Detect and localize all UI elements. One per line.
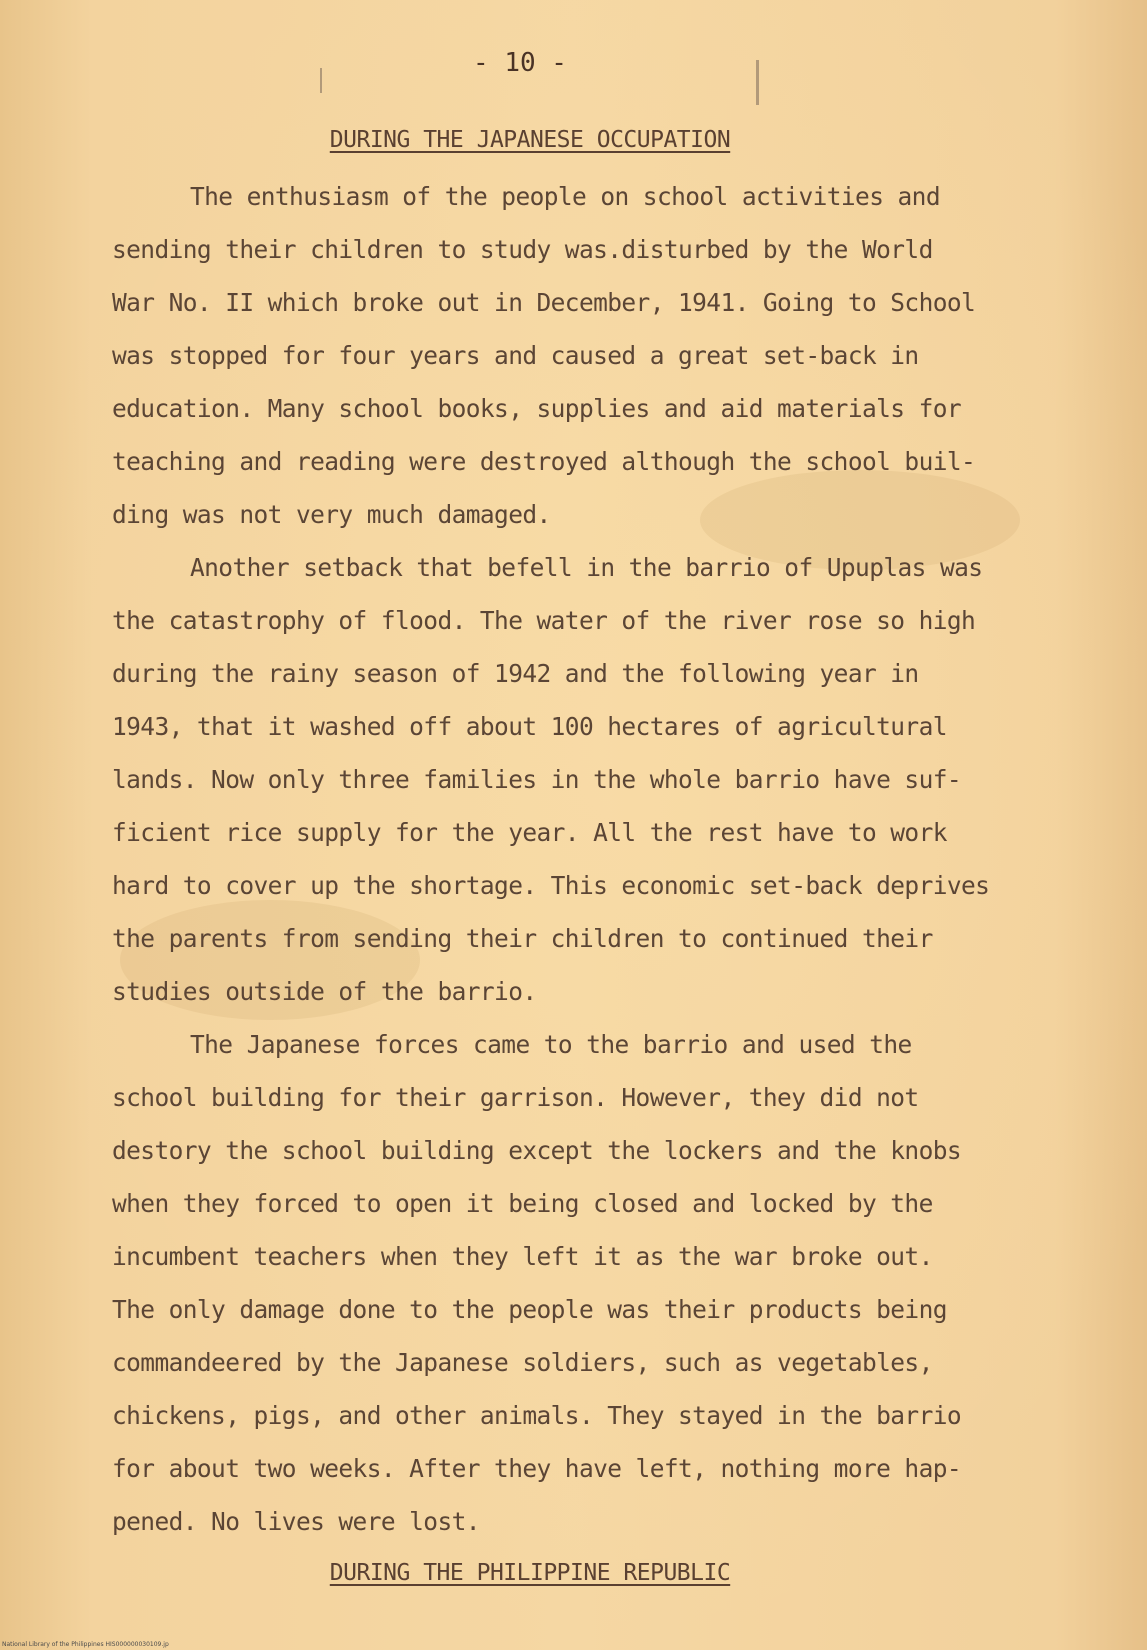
text-line: the parents from sending their children to continued their [112,924,933,953]
text-line: teaching and reading were destroyed although the school buil- [112,447,976,476]
section-heading-japanese-occupation: DURING THE JAPANESE OCCUPATION [329,127,731,153]
text-line: incumbent teachers when they left it as the war broke out. [112,1242,933,1271]
text-line: for about two weeks. After they have left, nothing more hap- [112,1454,962,1483]
text-line: lands. Now only three families in the whole barrio have suf- [112,765,962,794]
text-line: commandeered by the Japanese soldiers, such as vegetables, [112,1348,933,1377]
text-line: pened. No lives were lost. [112,1507,480,1536]
page-number: - 10 - [473,48,567,78]
text-line: hard to cover up the shortage. This economic set-back deprives [112,871,990,900]
scan-footer: National Library of the Philippines HIS000000030109.jp [2,1641,169,1648]
text-line: ding was not very much damaged. [112,500,551,529]
text-line: destory the school building except the lockers and the knobs [112,1136,962,1165]
text-line: when they forced to open it being closed and locked by the [112,1189,933,1218]
text-line: The enthusiasm of the people on school activities and [190,182,940,211]
text-line: studies outside of the barrio. [112,977,537,1006]
text-line: was stopped for four years and caused a great set-back in [112,341,919,370]
text-line: ficient rice supply for the year. All the rest have to work [112,818,947,847]
text-line: the catastrophy of flood. The water of the river rose so high [112,606,976,635]
text-line: during the rainy season of 1942 and the following year in [112,659,919,688]
text-line: The only damage done to the people was their products being [112,1295,947,1324]
text-line: education. Many school books, supplies and aid materials for [112,394,962,423]
text-line: The Japanese forces came to the barrio and used the [190,1030,912,1059]
text-line: chickens, pigs, and other animals. They stayed in the barrio [112,1401,962,1430]
text-line: school building for their garrison. However, they did not [112,1083,919,1112]
text-line: sending their children to study was.disturbed by the World [112,235,933,264]
text-line: 1943, that it washed off about 100 hectares of agricultural [112,712,947,741]
text-line: Another setback that befell in the barrio of Upuplas was [190,553,983,582]
section-heading-philippine-republic: DURING THE PHILIPPINE REPUBLIC [329,1560,731,1586]
text-line: War No. II which broke out in December, 1941. Going to School [112,288,976,317]
